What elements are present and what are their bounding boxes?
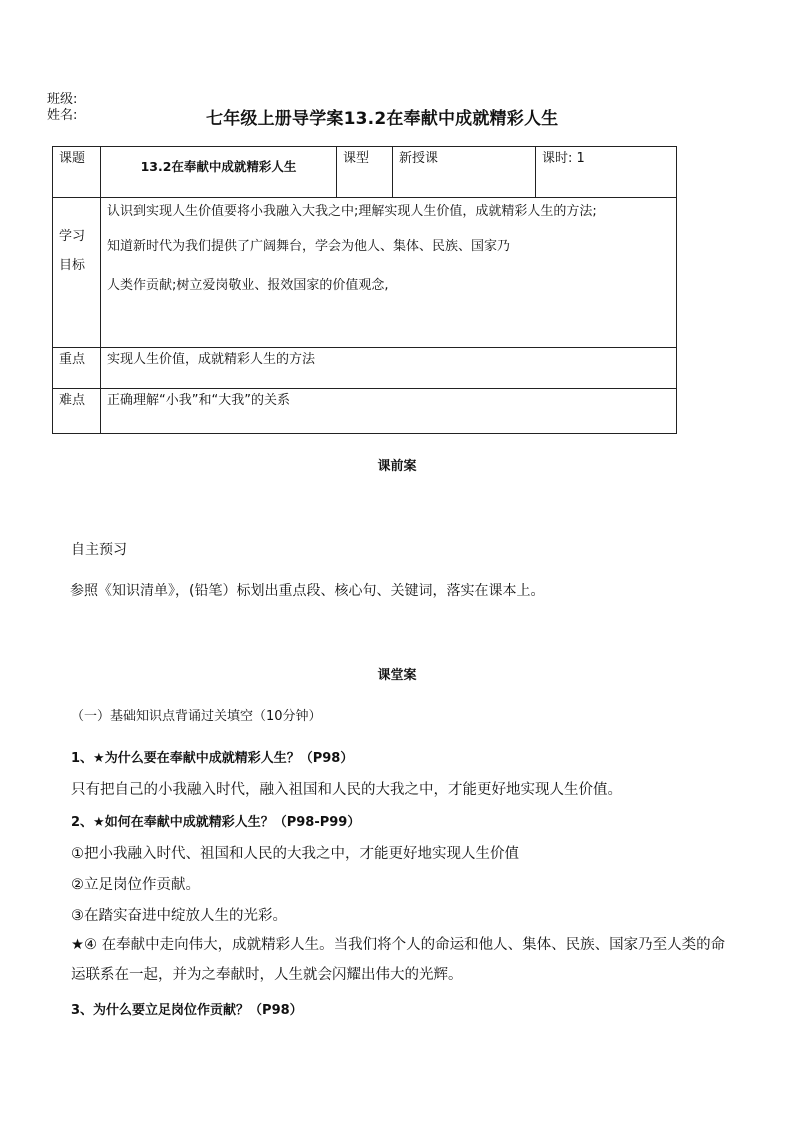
goal-item: 知道新时代为我们提供了广阔舞台，学会为他人、集体、民族、国家乃 <box>107 239 511 254</box>
goals-label-line: 目标 <box>59 258 86 273</box>
answer-2-item: ①把小我融入时代、祖国和人民的大我之中，才能更好地实现人生价值 <box>71 846 519 862</box>
preview-instruction: 参照《知识清单》，(铅笔）标划出重点段、核心句、关键词，落实在课本上。 <box>70 583 545 599</box>
type-label: 课型 <box>337 147 393 198</box>
answer-2-item: ②立足岗位作贡献。 <box>71 877 200 893</box>
type-value: 新授课 <box>393 147 536 198</box>
document-title: 七年级上册导学案13.2在奉献中成就精彩人生 <box>206 109 559 129</box>
answer-1: 只有把自己的小我融入时代，融入祖国和人民的大我之中，才能更好地实现人生价值。 <box>71 782 622 798</box>
table-row <box>53 147 677 198</box>
lesson-info-table <box>52 146 677 434</box>
topic-label: 课题 <box>53 147 101 198</box>
answer-2-item: ★④ 在奉献中走向伟大，成就精彩人生。当我们将个人的命运和他人、集体、民族、国家乃至人类的命运联系在一起，并为之奉献时，人生就会闪耀出伟大的光辉。 <box>71 937 726 983</box>
key-value: 实现人生价值，成就精彩人生的方法 <box>101 348 677 389</box>
question-2: 2、★如何在奉献中成就精彩人生？（P98-P99） <box>71 815 361 830</box>
name-label-text: 姓名: <box>47 108 78 123</box>
goals-value <box>101 198 677 348</box>
name-label <box>47 108 78 124</box>
answer-2-item: ③在踏实奋进中绽放人生的光彩。 <box>71 908 287 924</box>
class-label: 班级: <box>47 92 78 107</box>
in-class-heading: 课堂案 <box>377 668 417 683</box>
key-label: 重点 <box>53 348 101 389</box>
table-row <box>53 198 677 348</box>
table-row <box>53 389 677 434</box>
topic-value: 13.2在奉献中成就精彩人生 <box>101 147 337 198</box>
goals-label-line: 学习 <box>59 229 86 244</box>
pre-class-heading: 课前案 <box>377 459 417 474</box>
goals-label <box>53 198 101 348</box>
part-one-heading: （一）基础知识点背诵过关填空（10分钟） <box>71 709 322 724</box>
table-row <box>53 348 677 389</box>
question-1: 1、★为什么要在奉献中成就精彩人生？（P98） <box>71 751 354 766</box>
goal-item: 认识到实现人生价值要将小我融入大我之中;理解实现人生价值，成就精彩人生的方法; <box>107 204 597 219</box>
period-value: 课时: 1 <box>536 147 677 198</box>
difficult-value: 正确理解“小我”和“大我”的关系 <box>101 389 677 434</box>
difficult-label: 难点 <box>53 389 101 434</box>
question-3: 3、为什么要立足岗位作贡献？（P98） <box>71 1003 303 1018</box>
goal-item: 人类作贡献;树立爱岗敬业、报效国家的价值观念, <box>107 278 389 293</box>
self-preview-heading: 自主预习 <box>71 542 127 558</box>
